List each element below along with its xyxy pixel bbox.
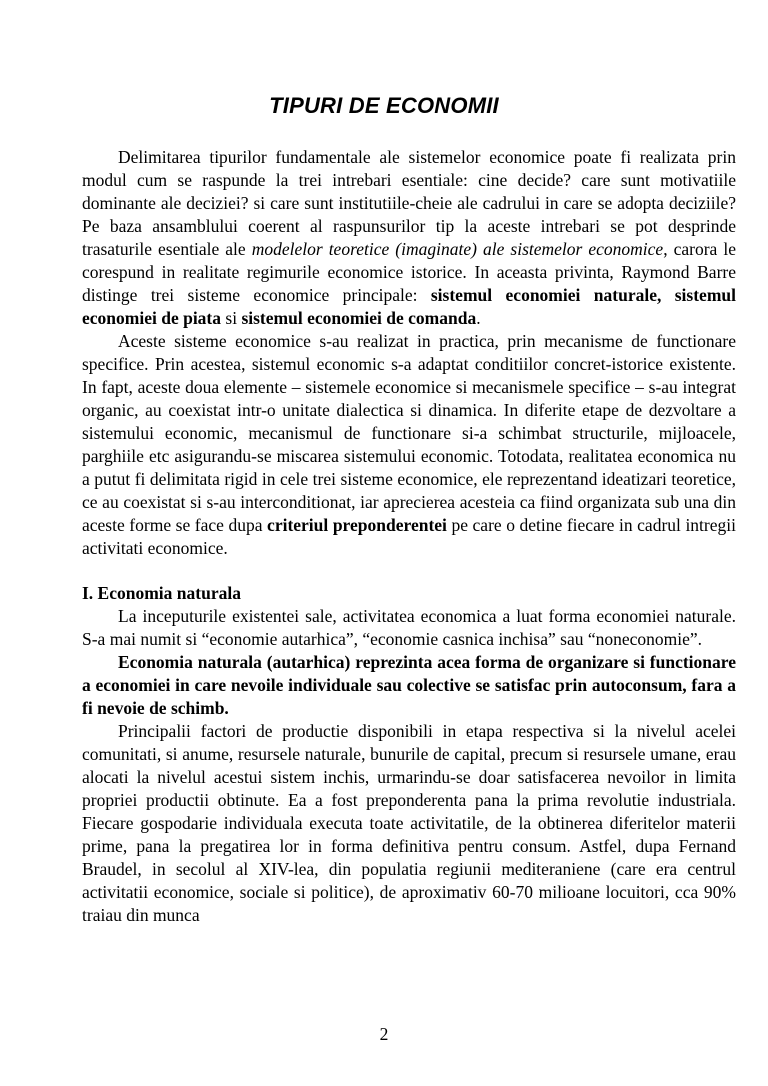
emphasis-systems-list: sistemul economiei naturale, sistemul economiei de piata <box>82 285 736 328</box>
paragraph-natural-economy-origin: La inceputurile existentei sale, activitatea economica a luat forma economiei naturale. S-a mai numit si “economie autarhica”, “economie casnica inchisa” sau “noneconomie”. <box>82 606 736 649</box>
emphasis-theoretical-models: modelelor teoretice (imaginate) ale sistemelor economice <box>251 239 664 259</box>
paragraph-mechanisms <box>82 330 736 560</box>
paragraph-intro <box>82 146 736 330</box>
emphasis-command-economy: sistemul economiei de comanda <box>241 308 477 328</box>
page-body <box>82 146 736 927</box>
emphasis-preponderance-criterion: criteriul preponderentei <box>267 515 447 535</box>
section-heading: I. Economia naturala <box>82 583 241 603</box>
paragraph-definition: Economia naturala (autarhica) reprezinta acea forma de organizare si functionare a economiei in care nevoile individuale sau colective se satisfac prin autoconsum, fara a fi nevoie de schimb. <box>82 652 736 718</box>
paragraph-intro-text-3: si <box>221 308 242 328</box>
paragraph-intro-text-2: , carora le corespund in realitate regimurile economice istorice. In aceasta privinta, Raymond Barre distinge trei sisteme economice principale: <box>82 239 736 305</box>
page-number: 2 <box>379 1024 389 1044</box>
paragraph-production-factors: Principalii factori de productie disponibili in etapa respectiva si la nivelul acelei comunitati, si anume, resursele naturale, bunurile de capital, precum si resursele umane, erau alocati la nivelul acestui sistem inchis, urmarindu-se doar satisfacerea nevoilor in limita propriei productii obtinute. Ea a fost preponderenta pana la prima revolutie industriala. Fiecare gospodarie individuala executa toate activitatile, de la obtinerea diferitelor materii prime, pana la pregatirea lor in forma definitiva pentru consum. Astfel, dupa Fernand Braudel, in secolul al XIV-lea, din populatia regiunii mediteraniene (care era centrul activitatii economice, sociale si politice), de aproximativ 60-70 milioane locuitori, cca 90% traiau din munca <box>82 721 736 925</box>
page-title: TIPURI DE ECONOMII <box>269 93 499 118</box>
paragraph-mechanisms-text-2: pe care o detine fiecare in cadrul intregii activitati economice. <box>82 515 736 558</box>
paragraph-intro-text-1: Delimitarea tipurilor fundamentale ale sistemelor economice poate fi realizata prin modul cum se raspunde la trei intrebari esentiale: cine decide? care sunt motivatiile dominante ale deciziei? si care sunt institutiile-cheie ale cadrului in care se adopta deciziile? Pe baza ansamblului coerent al raspunsurilor tip la aceste intrebari se pot desprinde trasaturile esentiale ale <box>82 147 736 259</box>
paragraph-mechanisms-text-1: Aceste sisteme economice s-au realizat in practica, prin mecanisme de functionare specifice. Prin acestea, sistemul economic s-a adaptat conditiilor concret-istorice existente. In fapt, aceste doua elemente – sistemele economice si mecanismele specifice – s-au integrat organic, au coexistat intr-o unitate dialectica si dinamica. In diferite etape de dezvoltare a sistemului economic, mecanismul de functionare si-a schimbat structurile, mijloacele, parghiile etc asigurandu-se miscarea sistemului economic. Totodata, realitatea economica nu a putut fi delimitata rigid in cele trei sisteme economice, ele reprezentand ideatizari teoretice, ce au coexistat si s-au interconditionat, iar aprecierea acesteia ca fiind organizata sub una din aceste forme se face dupa <box>82 331 736 535</box>
paragraph-intro-text-4: . <box>476 308 481 328</box>
